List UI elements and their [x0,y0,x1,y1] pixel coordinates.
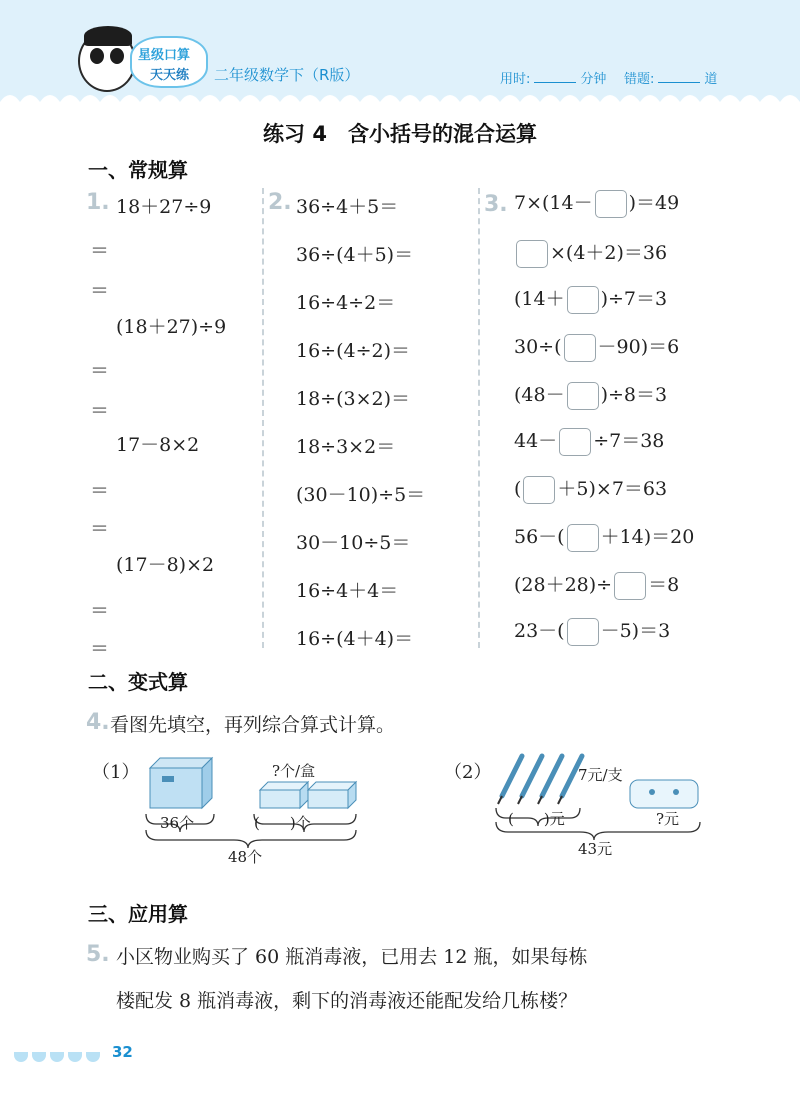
expression: (18＋27)÷9 [116,316,227,338]
answer-box[interactable] [567,286,599,314]
small-box-icon [308,782,356,808]
fill-in-equation [514,380,667,410]
fill-in-equation [514,284,667,314]
fill-in-equation [514,332,679,362]
answer-box[interactable] [595,190,627,218]
figure-1-total: 48个 [228,848,263,866]
figure-2-left-amount[interactable]: ( )元 [508,810,565,828]
equation-suffix: ＋14)＝20 [600,526,695,548]
equation-prefix: (48－ [514,384,565,406]
answer-box[interactable] [567,382,599,410]
expression: (17－8)×2 [116,554,215,576]
time-unit: 分钟 [580,72,607,87]
figure-2-right-amount: ?元 [656,810,680,828]
expression: 18÷3×2＝ [296,436,396,458]
figure-1-right-count[interactable]: ( )个 [254,814,311,832]
answer-box[interactable] [614,572,646,600]
answer-line[interactable]: ＝ [90,360,110,382]
page-header [0,0,800,102]
figure-1-left-count: 36个 [160,814,195,832]
pen-icon [498,756,522,804]
errors-field [624,68,717,87]
expression: 18＋27÷9 [116,196,212,218]
equation-prefix: 56－( [514,526,565,548]
equation-prefix: 23－( [514,620,565,642]
footer-decoration [14,1047,104,1066]
page-number: 32 [112,1043,133,1061]
section-heading-2: 二、变式算 [88,670,188,694]
fill-in-equation [514,474,667,504]
time-field [500,68,606,87]
equation-suffix: －90)＝6 [597,336,680,358]
equation-prefix: 30÷( [514,336,562,358]
equation-suffix: ×(4＋2)＝36 [550,242,668,264]
mascot-face-icon [78,30,136,92]
expression: 17－8×2 [116,434,200,456]
answer-box[interactable] [567,524,599,552]
book-title: 二年级数学下（R版） [214,66,360,84]
pen-icon [518,756,542,804]
time-label: 用时: [500,72,531,87]
answer-line[interactable]: ＝ [90,480,110,502]
answer-line[interactable]: ＝ [90,638,110,660]
question-3-number: 3. [484,192,508,217]
column-divider-1 [262,188,264,648]
equation-prefix: 7×(14－ [514,192,593,214]
answer-line[interactable]: ＝ [90,600,110,622]
equation-prefix: (14＋ [514,288,565,310]
equation-suffix: －5)＝3 [600,620,671,642]
column-divider-2 [478,188,480,648]
question-1-number: 1. [86,190,110,215]
errors-label: 错题: [624,72,655,87]
figure-2-label: （2） [444,762,492,783]
equation-suffix: )÷8＝3 [600,384,668,406]
answer-box[interactable] [559,428,591,456]
answer-line[interactable]: ＝ [90,240,110,262]
answer-box[interactable] [523,476,555,504]
figure-2-per-pen: 7元/支 [578,766,623,784]
mascot-logo [78,18,208,100]
equation-prefix: 44－ [514,430,558,452]
answer-box[interactable] [516,240,548,268]
time-blank[interactable] [534,82,576,83]
page-title: 练习 4 含小括号的混合运算 [263,122,537,146]
fill-in-equation [514,616,670,646]
fill-in-equation [514,570,679,600]
equation-suffix: )÷7＝3 [600,288,668,310]
answer-box[interactable] [567,618,599,646]
pencil-case-icon [630,780,698,808]
answer-box[interactable] [564,334,596,362]
fill-in-equation [514,522,694,552]
answer-line[interactable]: ＝ [90,280,110,302]
equation-suffix: ÷7＝38 [593,430,665,452]
expression: 36÷(4＋5)＝ [296,244,414,266]
question-5-line1: 小区物业购买了 60 瓶消毒液，已用去 12 瓶，如果每栋 [116,946,588,968]
figure-1-per-box: ?个/盒 [272,762,316,780]
question-5-line2: 楼配发 8 瓶消毒液，剩下的消毒液还能配发给几栋楼？ [116,990,578,1012]
expression: 16÷4＋4＝ [296,580,399,602]
figure-1-label: （1） [92,762,140,783]
section-heading-3: 三、应用算 [88,902,188,926]
equation-prefix: ( [514,478,522,500]
question-5-number: 5. [86,942,110,967]
question-2-number: 2. [268,190,292,215]
expression: 16÷(4÷2)＝ [296,340,411,362]
expression: 30－10÷5＝ [296,532,411,554]
fill-in-equation [514,426,664,456]
expression: (30－10)÷5＝ [296,484,426,506]
errors-unit: 道 [704,72,718,87]
small-box-icon [260,782,308,808]
fill-in-equation [514,238,667,268]
section-heading-1: 一、常规算 [88,158,188,182]
fill-in-equation [514,188,679,218]
equation-suffix: )＝49 [628,192,680,214]
equation-suffix: ＋5)×7＝63 [557,478,668,500]
equation-suffix: ＝8 [648,574,680,596]
expression: 16÷(4＋4)＝ [296,628,414,650]
question-4-text: 看图先填空，再列综合算式计算。 [110,714,396,736]
expression: 18÷(3×2)＝ [296,388,411,410]
errors-blank[interactable] [658,82,700,83]
answer-line[interactable]: ＝ [90,400,110,422]
expression: 36÷4＋5＝ [296,196,399,218]
logo-line1: 星级口算 [138,48,191,63]
logo-line2: 天天练 [150,68,190,83]
answer-line[interactable]: ＝ [90,518,110,540]
expression: 16÷4÷2＝ [296,292,396,314]
pen-icon [538,756,562,804]
equation-prefix: (28＋28)÷ [514,574,613,596]
figure-2-total: 43元 [578,840,613,858]
large-box-icon [150,758,212,808]
question-4-number: 4. [86,710,110,735]
